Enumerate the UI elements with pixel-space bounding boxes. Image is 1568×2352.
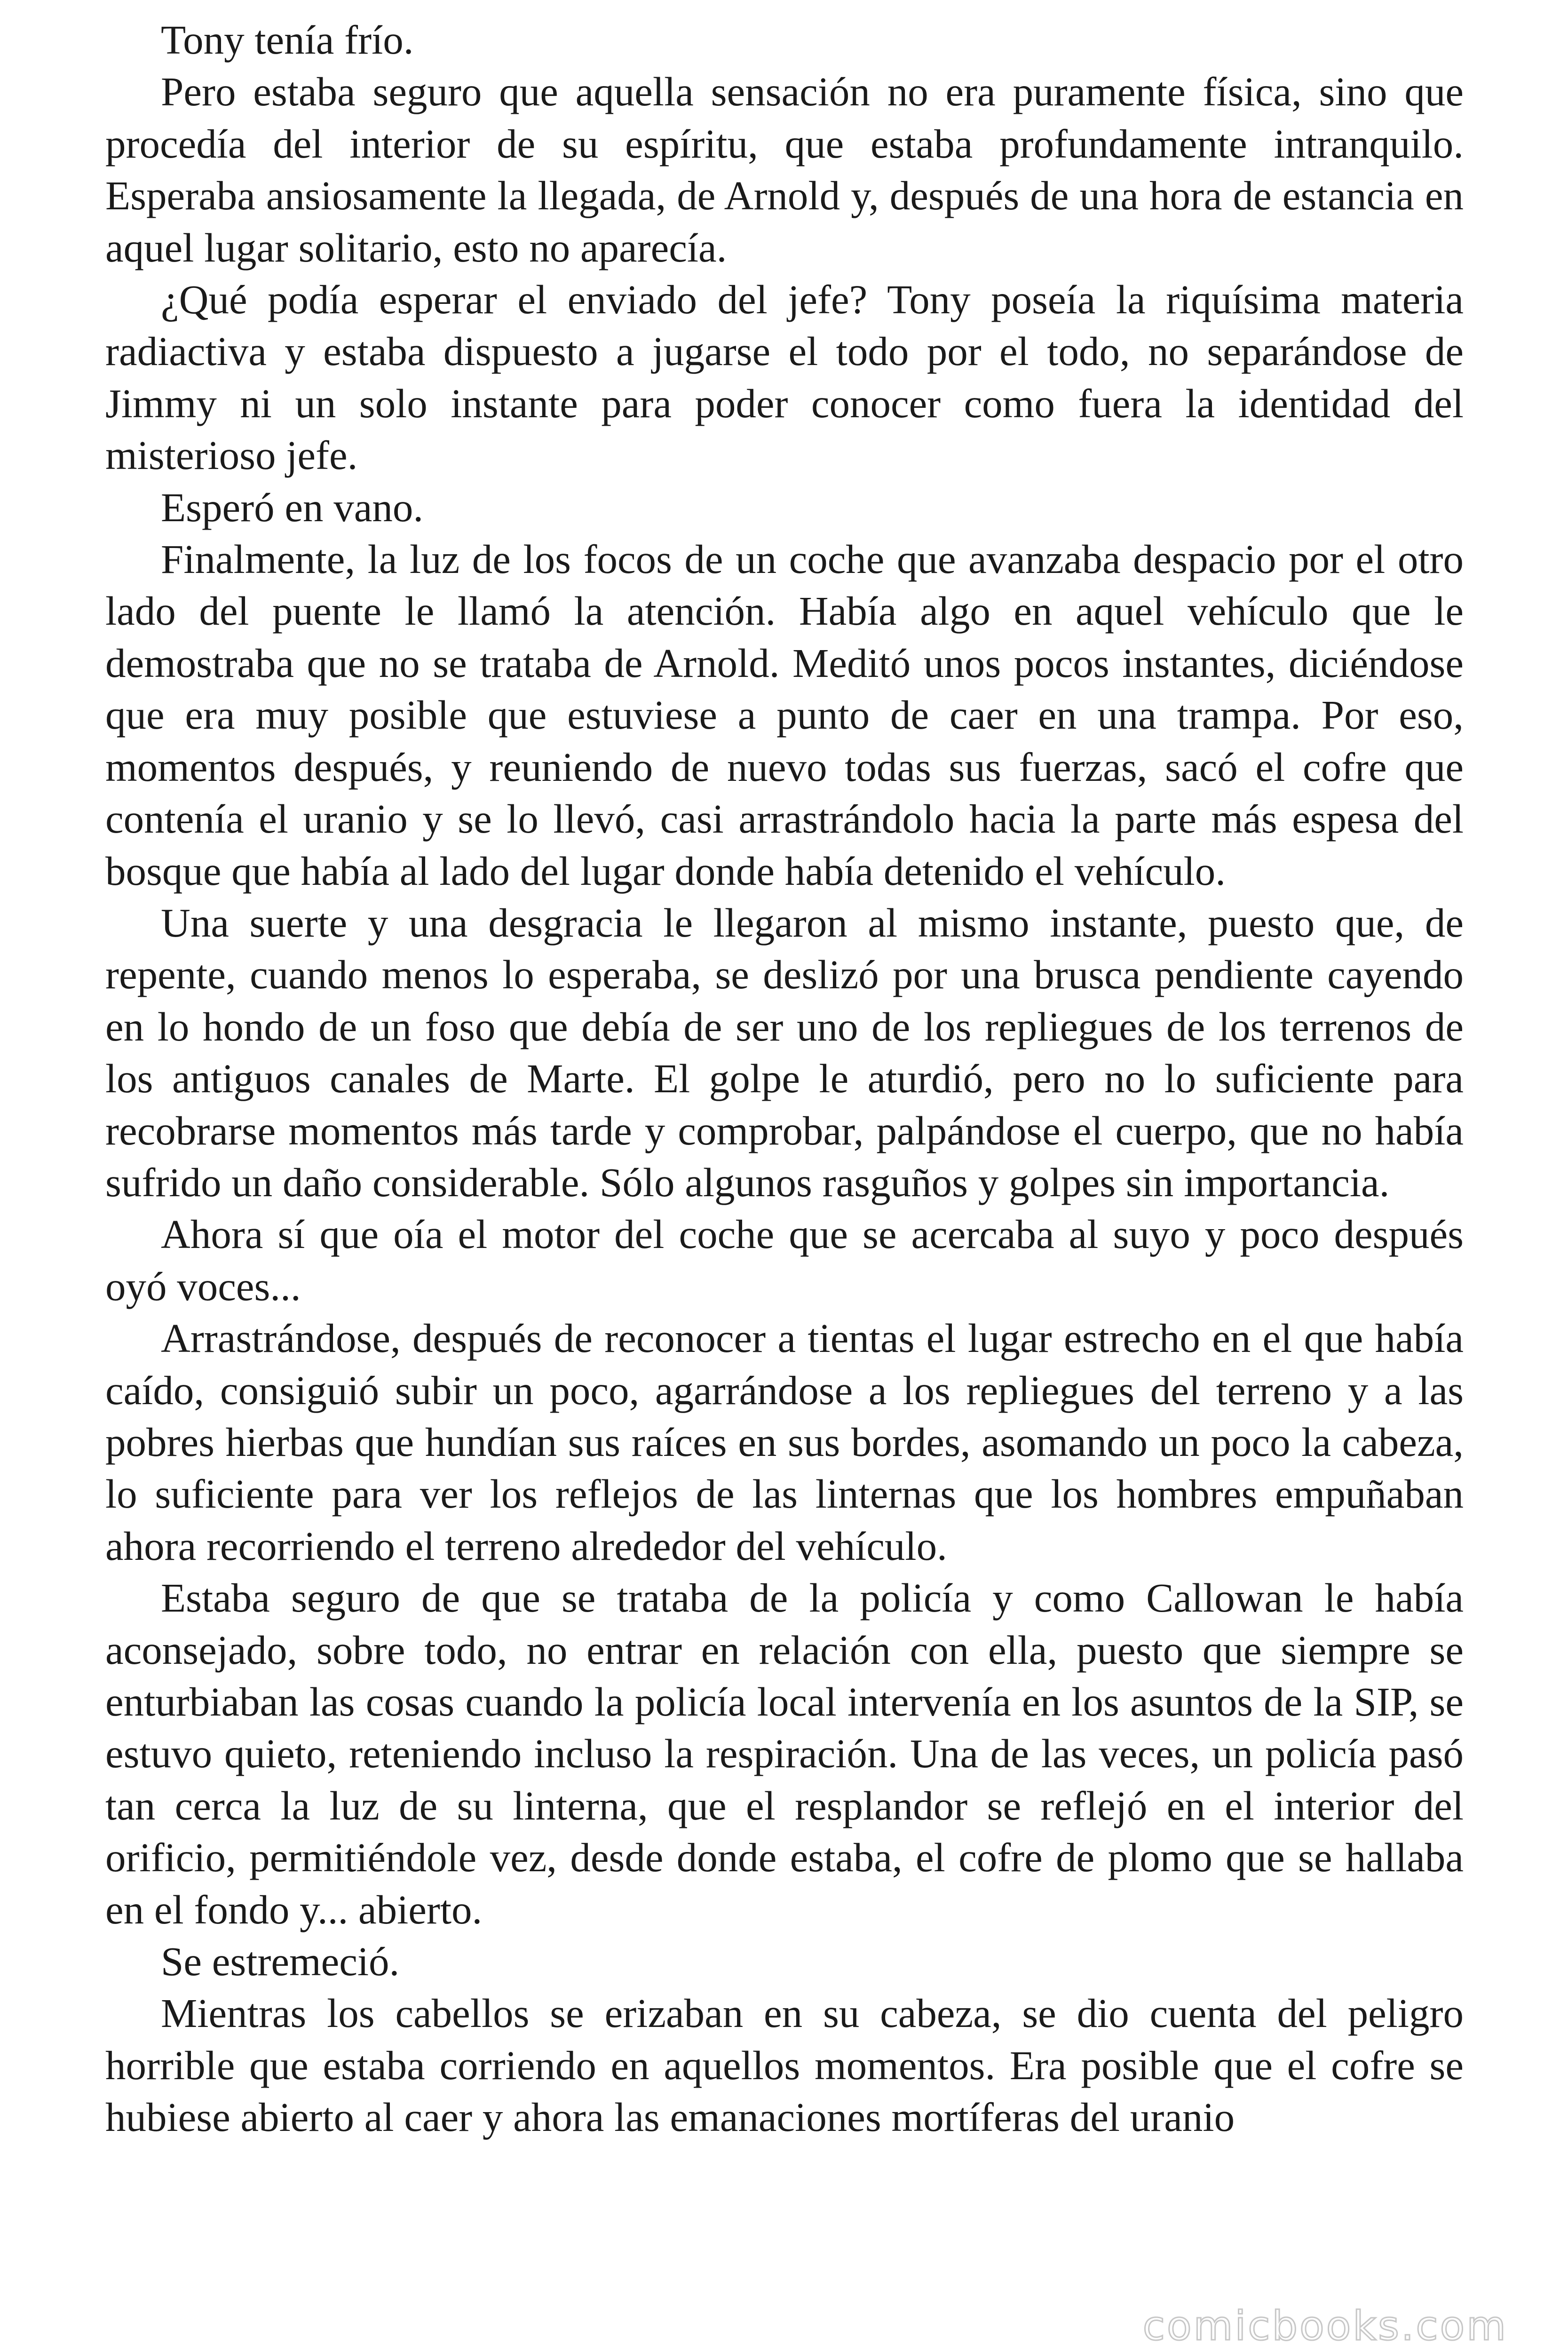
paragraph: Mientras los cabellos se erizaban en su cabeza, se dio cuenta del peligro horrible que estaba corriendo en aquellos momentos. Era posible que el cofre se hubiese abierto al caer y ahora las emanaciones mortíferas del uranio (105, 1990, 1464, 2140)
paragraph: Arrastrándose, después de reconocer a tientas el lugar estrecho en el que había caído, consiguió subir un poco, agarrándose a los repliegues del terreno y a las pobres hierbas que hundían sus raíces en sus bordes, asomando un poco la cabeza, lo suficiente para ver los reflejos de las linternas que los hombres empuñaban ahora recorriendo el terreno alrededor del vehículo. (105, 1315, 1464, 1569)
paragraph: Se estremeció. (161, 1939, 400, 1985)
paragraph: ¿Qué podía esperar el enviado del jefe? Tony poseía la riquísima materia radiactiva y estaba dispuesto a jugarse el todo por el todo, no separándose de Jimmy ni un solo instante para poder conocer como fuera la identidad del misterioso jefe. (105, 277, 1464, 478)
paragraph: Finalmente, la luz de los focos de un coche que avanzaba despacio por el otro lado del puente le llamó la atención. Había algo en aquel vehículo que le demostraba que no se trataba de Arnold. Meditó unos pocos instantes, diciéndose que era muy posible que estuviese a punto de caer en una trampa. Por eso, momentos después, y reuniendo de nuevo todas sus fuerzas, sacó el cofre que contenía el uranio y se lo llevó, casi arrastrándolo hacia la parte más espesa del bosque que había al lado del lugar donde había detenido el vehículo. (105, 536, 1464, 894)
paragraph: Tony tenía frío. (161, 17, 414, 63)
paragraph: Estaba seguro de que se trataba de la policía y como Callowan le había aconsejado, sobre todo, no entrar en relación con ella, puesto que siempre se enturbiaban las cosas cuando la policía local intervenía en los asuntos de la SIP, se estuvo quieto, reteniendo incluso la respiración. Una de las veces, un policía pasó tan cerca la luz de su linterna, que el resplandor se reflejó en el interior del orificio, permitiéndole vez, desde donde estaba, el cofre de plomo que se hallaba en el fondo y... abierto. (105, 1575, 1464, 1932)
watermark: comicbooks.com (1142, 2303, 1508, 2350)
paragraph: Pero estaba seguro que aquella sensación no era puramente física, sino que procedía del interior de su espíritu, que estaba profundamente intranquilo. Esperaba ansiosamente la llegada, de Arnold y, después de una hora de estancia en aquel lugar solitario, esto no aparecía. (105, 69, 1464, 270)
page-body (105, 14, 1464, 2144)
paragraph: Ahora sí que oía el motor del coche que se acercaba al suyo y poco después oyó voces... (105, 1211, 1464, 1309)
paragraph: Esperó en vano. (161, 484, 424, 530)
paragraph: Una suerte y una desgracia le llegaron al mismo instante, puesto que, de repente, cuando menos lo esperaba, se deslizó por una brusca pendiente cayendo en lo hondo de un foso que debía de ser uno de los repliegues de los terrenos de los antiguos canales de Marte. El golpe le aturdió, pero no lo suficiente para recobrarse momentos más tarde y comprobar, palpándose el cuerpo, que no había sufrido un daño considerable. Sólo algunos rasguños y golpes sin importancia. (105, 899, 1464, 1205)
